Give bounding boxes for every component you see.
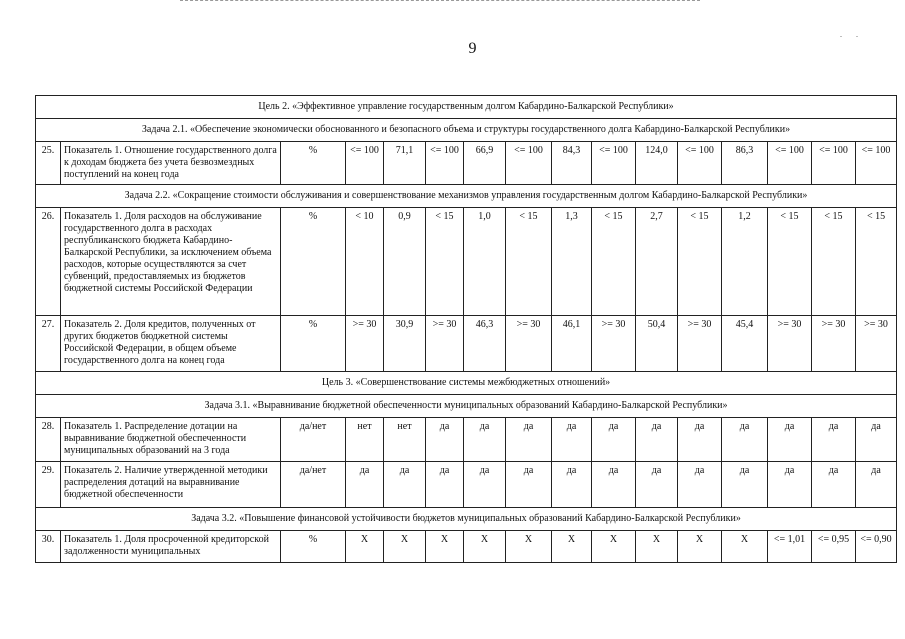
value-cell: X xyxy=(552,531,592,563)
value-cell: да xyxy=(636,418,678,462)
value-cell: да xyxy=(678,418,722,462)
value-cell: 46,1 xyxy=(552,316,592,372)
value-cell: да xyxy=(464,418,506,462)
value-cell: да xyxy=(722,462,768,508)
value-cell: X xyxy=(346,531,384,563)
goal-title: Цель 3. «Совершенствование системы межбюджетных отношений» xyxy=(36,372,897,395)
value-cell: 30,9 xyxy=(384,316,426,372)
value-cell: да xyxy=(722,418,768,462)
value-cell: да xyxy=(856,462,897,508)
unit-cell: да/нет xyxy=(281,418,346,462)
indicator-name: Показатель 1. Доля расходов на обслуживание государственного долга в расходах республиканского бюджета Кабардино-Балкарской Республики, за исключением объема расходов, которые осуществляются за счет субвенций, предоставляемых из бюджетов бюджетной системы Российской Федерации xyxy=(61,208,281,316)
value-cell: да xyxy=(552,418,592,462)
value-cell: да xyxy=(346,462,384,508)
value-cell: 84,3 xyxy=(552,142,592,185)
value-cell: 124,0 xyxy=(636,142,678,185)
value-cell: <= 100 xyxy=(592,142,636,185)
value-cell: нет xyxy=(384,418,426,462)
value-cell: 71,1 xyxy=(384,142,426,185)
value-cell: 1,2 xyxy=(722,208,768,316)
scan-marks: . . xyxy=(840,30,864,39)
value-cell: <= 100 xyxy=(506,142,552,185)
indicator-row xyxy=(36,418,897,462)
value-cell: да xyxy=(384,462,426,508)
value-cell: <= 100 xyxy=(856,142,897,185)
task-row xyxy=(36,119,897,142)
value-cell: < 15 xyxy=(768,208,812,316)
value-cell: <= 100 xyxy=(768,142,812,185)
scan-top-edge xyxy=(180,0,700,4)
value-cell: < 15 xyxy=(506,208,552,316)
value-cell: >= 30 xyxy=(856,316,897,372)
value-cell: X xyxy=(426,531,464,563)
value-cell: < 15 xyxy=(856,208,897,316)
value-cell: да xyxy=(856,418,897,462)
indicator-name: Показатель 1. Отношение государственного долга к доходам бюджета без учета безвозмездных поступлений на конец года xyxy=(61,142,281,185)
value-cell: да xyxy=(506,462,552,508)
value-cell: 46,3 xyxy=(464,316,506,372)
row-number: 26. xyxy=(36,208,61,316)
goal-row xyxy=(36,372,897,395)
value-cell: 86,3 xyxy=(722,142,768,185)
value-cell: 2,7 xyxy=(636,208,678,316)
value-cell: >= 30 xyxy=(678,316,722,372)
value-cell: да xyxy=(812,462,856,508)
value-cell: да xyxy=(636,462,678,508)
value-cell: < 15 xyxy=(678,208,722,316)
value-cell: <= 100 xyxy=(346,142,384,185)
indicator-name: Показатель 2. Доля кредитов, полученных от других бюджетов бюджетной системы Российской Федерации, в общем объеме государственного долга на конец года xyxy=(61,316,281,372)
task-title: Задача 2.2. «Сокращение стоимости обслуживания и совершенствование механизмов управления государственным долгом Кабардино-Балкарской Республики» xyxy=(36,185,897,208)
goal-row xyxy=(36,96,897,119)
value-cell: < 15 xyxy=(426,208,464,316)
value-cell: >= 30 xyxy=(768,316,812,372)
value-cell: >= 30 xyxy=(426,316,464,372)
indicator-name: Показатель 1. Доля просроченной кредиторской задолженности муниципальных xyxy=(61,531,281,563)
unit-cell: % xyxy=(281,208,346,316)
task-title: Задача 3.1. «Выравнивание бюджетной обеспеченности муниципальных образований Кабардино-Балкарской Республики» xyxy=(36,395,897,418)
row-number: 25. xyxy=(36,142,61,185)
task-row xyxy=(36,508,897,531)
indicator-row xyxy=(36,462,897,508)
task-row xyxy=(36,395,897,418)
value-cell: да xyxy=(592,462,636,508)
unit-cell: % xyxy=(281,142,346,185)
value-cell: >= 30 xyxy=(812,316,856,372)
value-cell: X xyxy=(678,531,722,563)
value-cell: 1,0 xyxy=(464,208,506,316)
value-cell: X xyxy=(722,531,768,563)
value-cell: да xyxy=(592,418,636,462)
value-cell: <= 0,90 xyxy=(856,531,897,563)
unit-cell: % xyxy=(281,316,346,372)
row-number: 30. xyxy=(36,531,61,563)
value-cell: да xyxy=(464,462,506,508)
indicator-row xyxy=(36,142,897,185)
value-cell: < 15 xyxy=(592,208,636,316)
value-cell: >= 30 xyxy=(506,316,552,372)
value-cell: X xyxy=(384,531,426,563)
value-cell: да xyxy=(426,418,464,462)
value-cell: <= 100 xyxy=(678,142,722,185)
unit-cell: % xyxy=(281,531,346,563)
task-title: Задача 2.1. «Обеспечение экономически обоснованного и безопасного объема и структуры государственного долга Кабардино-Балкарской Республики» xyxy=(36,119,897,142)
row-number: 27. xyxy=(36,316,61,372)
value-cell: да xyxy=(506,418,552,462)
value-cell: X xyxy=(506,531,552,563)
value-cell: да xyxy=(678,462,722,508)
value-cell: да xyxy=(812,418,856,462)
goal-title: Цель 2. «Эффективное управление государственным долгом Кабардино-Балкарской Республики» xyxy=(36,96,897,119)
value-cell: < 15 xyxy=(812,208,856,316)
value-cell: <= 100 xyxy=(426,142,464,185)
value-cell: X xyxy=(592,531,636,563)
indicator-row xyxy=(36,208,897,316)
page-number: 9 xyxy=(468,40,477,57)
value-cell: да xyxy=(768,462,812,508)
value-cell: X xyxy=(464,531,506,563)
value-cell: <= 1,01 xyxy=(768,531,812,563)
indicator-name: Показатель 1. Распределение дотации на выравнивание бюджетной обеспеченности муниципальных образований на 3 года xyxy=(61,418,281,462)
value-cell: 1,3 xyxy=(552,208,592,316)
value-cell: нет xyxy=(346,418,384,462)
value-cell: 50,4 xyxy=(636,316,678,372)
task-title: Задача 3.2. «Повышение финансовой устойчивости бюджетов муниципальных образований Кабардино-Балкарской Республики» xyxy=(36,508,897,531)
value-cell: 66,9 xyxy=(464,142,506,185)
value-cell: >= 30 xyxy=(592,316,636,372)
value-cell: да xyxy=(552,462,592,508)
value-cell: X xyxy=(636,531,678,563)
value-cell: <= 100 xyxy=(812,142,856,185)
task-row xyxy=(36,185,897,208)
value-cell: 0,9 xyxy=(384,208,426,316)
value-cell: < 10 xyxy=(346,208,384,316)
unit-cell: да/нет xyxy=(281,462,346,508)
row-number: 29. xyxy=(36,462,61,508)
value-cell: >= 30 xyxy=(346,316,384,372)
indicators-table xyxy=(35,95,897,563)
value-cell: <= 0,95 xyxy=(812,531,856,563)
indicator-row xyxy=(36,531,897,563)
indicator-name: Показатель 2. Наличие утвержденной методики распределения дотаций на выравнивание бюджетной обеспеченности xyxy=(61,462,281,508)
value-cell: да xyxy=(426,462,464,508)
indicator-row xyxy=(36,316,897,372)
row-number: 28. xyxy=(36,418,61,462)
value-cell: 45,4 xyxy=(722,316,768,372)
value-cell: да xyxy=(768,418,812,462)
